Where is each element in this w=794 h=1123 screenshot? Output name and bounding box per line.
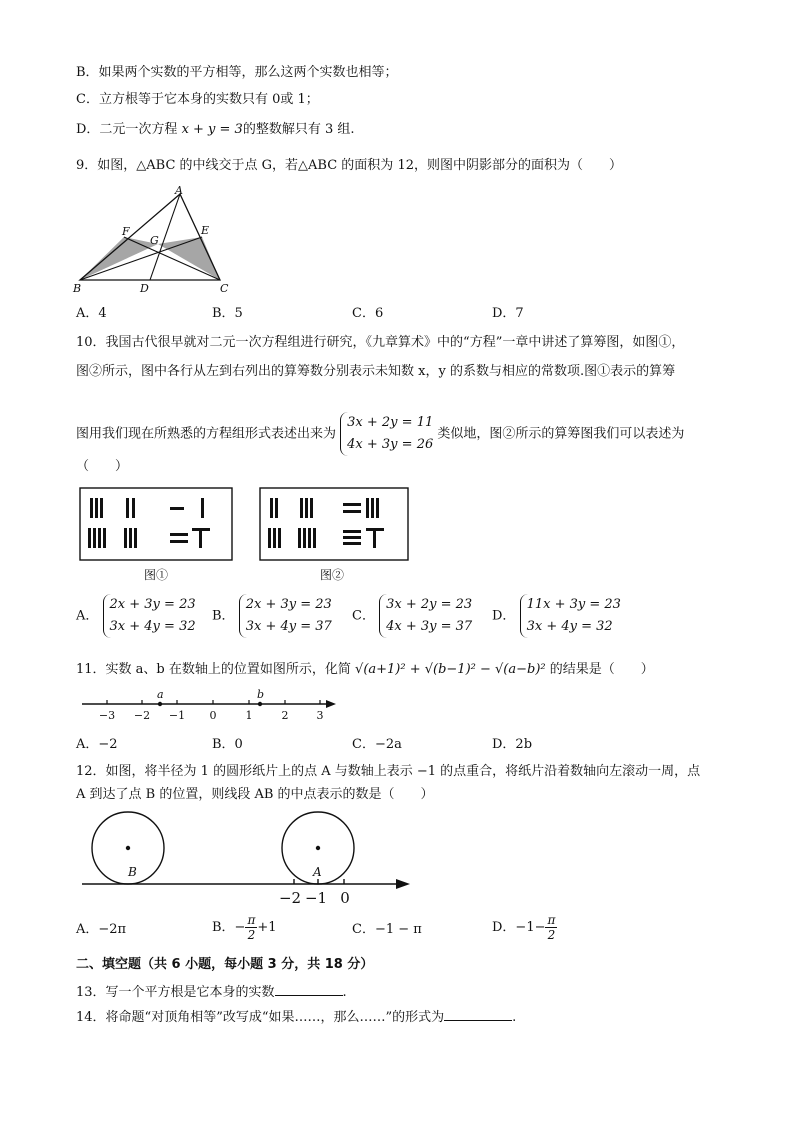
q10-option-c-label: C．: [352, 608, 375, 624]
q10-rod-figures: [78, 486, 418, 586]
q9-stem: 9．如图，△ABC 的中线交于点 G，若△ABC 的面积为 12，则图中阴影部分的面积为（ ）: [76, 158, 622, 173]
q12-option-d[interactable]: [492, 913, 557, 942]
q9-option-b[interactable]: B．5: [212, 306, 243, 321]
tick-2: 2: [281, 709, 289, 722]
q10-stem-line3-prefix: 图用我们现在所熟悉的方程组形式表述出来为: [76, 426, 337, 442]
q8-option-d-suffix: 的整数解只有 3 组.: [242, 122, 355, 137]
q10-example-system: [340, 412, 433, 456]
q8-option-d-prefix: D．二元一次方程: [76, 122, 182, 137]
label-c: C: [220, 282, 229, 295]
q11-expression: √(a+1)² + √(b−1)² − √(a−b)²: [355, 662, 546, 677]
q12-option-b-prefix: B．−: [212, 920, 246, 935]
q10-option-c-system: [379, 594, 472, 638]
fraction-numerator: π: [547, 913, 556, 927]
q10-option-c-eq1: 3x + 2y = 23: [386, 597, 473, 612]
q11-option-c[interactable]: C．−2a: [352, 737, 402, 752]
tick-0: 0: [340, 889, 350, 907]
q10-option-d-system: [520, 594, 621, 638]
q11-stem-prefix: 11．实数 a、b 在数轴上的位置如图所示，化简: [76, 662, 351, 677]
q13-answer-blank[interactable]: [275, 983, 343, 996]
fraction-denominator: 2: [247, 928, 256, 942]
q10-option-a-eq1: 2x + 3y = 23: [109, 597, 196, 612]
q10-option-a-system: [103, 594, 196, 638]
q9-option-d[interactable]: D．7: [492, 306, 524, 321]
q10-stem-line2: 图②所示，图中各行从左到右列出的算筹数分别表示未知数 x，y 的系数与相应的常数项.图①表示的算筹: [76, 364, 676, 379]
point-a-label: A: [313, 865, 322, 879]
q11-stem-suffix: 的结果是（ ）: [549, 662, 654, 677]
label-a: A: [175, 186, 183, 197]
q10-stem-line3-suffix: 类似地，图②所示的算筹图我们可以表述为: [437, 426, 685, 442]
tick-0: 0: [209, 709, 217, 722]
figure1-rods: [88, 498, 210, 548]
figure2-box: [260, 488, 408, 560]
q11-number-line: [78, 686, 343, 722]
q10-option-d-eq1: 11x + 3y = 23: [526, 597, 621, 612]
fraction-numerator: π: [247, 913, 256, 927]
q12-stem-line1: 12．如图，将半径为 1 的圆形纸片上的点 A 与数轴上表示 −1 的点重合，将纸片沿着数轴向左滚动一周，点: [76, 764, 701, 779]
tick-neg1: −1: [304, 889, 328, 907]
q10-option-d[interactable]: [492, 594, 621, 638]
shaded-region-left: [80, 237, 158, 280]
q8-option-d: [76, 121, 355, 139]
q10-example-eq1: 3x + 2y = 11: [347, 415, 434, 430]
point-b-dot: [258, 702, 262, 706]
figure2-rods: [268, 498, 384, 548]
point-b-label: b: [257, 688, 265, 701]
q10-option-c-eq2: 4x + 3y = 37: [386, 619, 473, 634]
q10-example-eq2: 4x + 3y = 26: [347, 437, 434, 452]
q11-option-a[interactable]: A．−2: [76, 737, 118, 752]
q12-rolling-circle-figure: [78, 810, 418, 910]
label-f: F: [122, 225, 130, 238]
section-2-heading: 二、填空题（共 6 小题，每小题 3 分，共 18 分）: [76, 957, 374, 972]
tick-1: 1: [245, 709, 253, 722]
q12-option-b[interactable]: [212, 913, 277, 942]
figure1-caption: 图①: [144, 568, 169, 582]
figure2-caption: 图②: [320, 568, 345, 582]
q9-triangle-figure: [70, 186, 230, 296]
tick-neg1: −1: [168, 709, 186, 722]
q10-option-b[interactable]: [212, 594, 332, 638]
q14-text: 14．将命题“对顶角相等”改写成“如果……，那么……”的形式为: [76, 1010, 445, 1025]
q13-stem: 13．写一个平方根是它本身的实数 .: [76, 985, 347, 1000]
q10-option-b-eq1: 2x + 3y = 23: [245, 597, 332, 612]
q10-option-a-label: A．: [76, 608, 99, 624]
q10-option-d-label: D．: [492, 608, 516, 624]
point-b-label: B: [128, 865, 137, 879]
q12-option-d-fraction: [545, 913, 557, 942]
q10-option-d-eq2: 3x + 4y = 32: [526, 619, 613, 634]
q10-option-c[interactable]: [352, 594, 472, 638]
q10-stem-line3: [76, 412, 684, 456]
q13-text: 13．写一个平方根是它本身的实数: [76, 985, 275, 1000]
point-a-label: a: [157, 688, 164, 701]
q11-option-d[interactable]: D．2b: [492, 737, 533, 752]
q11-option-b[interactable]: B．0: [212, 737, 243, 752]
tick-neg3: −3: [98, 709, 116, 722]
label-b: B: [73, 282, 82, 295]
q10-option-b-system: [239, 594, 332, 638]
q9-option-a[interactable]: A．4: [76, 306, 107, 321]
q10-option-b-eq2: 3x + 4y = 37: [245, 619, 332, 634]
label-g: G: [150, 234, 159, 247]
label-d: D: [140, 282, 149, 295]
q12-option-b-suffix: +1: [257, 920, 277, 935]
q8-equation: x + y = 3: [181, 122, 243, 137]
tick-neg2: −2: [278, 889, 302, 907]
q9-option-c[interactable]: C．6: [352, 306, 384, 321]
q12-option-b-fraction: [245, 913, 257, 942]
point-a-dot: [158, 702, 162, 706]
q8-option-b: B．如果两个实数的平方相等，那么这两个实数也相等；: [76, 65, 398, 80]
tick-neg2: −2: [133, 709, 151, 722]
q10-stem-line1: 10．我国古代很早就对二元一次方程组进行研究，《九章算术》中的“方程”一章中讲述了算筹图，如图①，: [76, 335, 685, 350]
q14-stem: 14．将命题“对顶角相等”改写成“如果……，那么……”的形式为 .: [76, 1010, 517, 1025]
q11-stem: [76, 661, 654, 679]
q12-option-a[interactable]: A．−2π: [76, 922, 127, 937]
q12-stem-line2: A 到达了点 B 的位置，则线段 AB 的中点表示的数是（ ）: [76, 787, 434, 802]
tick-3: 3: [316, 709, 324, 722]
label-e: E: [201, 224, 210, 237]
q14-answer-blank[interactable]: [444, 1008, 512, 1021]
q8-option-c: C．立方根等于它本身的实数只有 0或 1；: [76, 92, 319, 107]
fraction-denominator: 2: [547, 928, 556, 942]
q12-option-d-prefix: D．−1−: [492, 920, 546, 935]
q12-option-c[interactable]: C．−1 − π: [352, 922, 422, 937]
q10-option-b-label: B．: [212, 608, 235, 624]
q10-answer-paren: （ ）: [76, 459, 129, 474]
q10-option-a[interactable]: [76, 594, 196, 638]
q10-option-a-eq2: 3x + 4y = 32: [109, 619, 196, 634]
